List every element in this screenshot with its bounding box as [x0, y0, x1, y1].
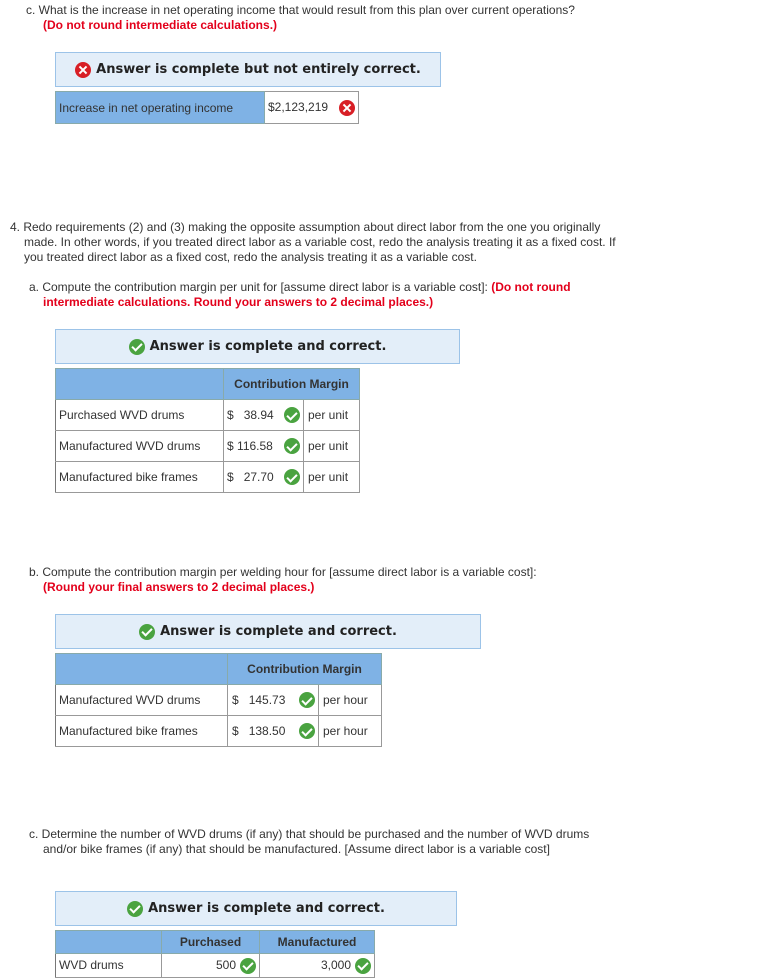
correct-icon: [240, 958, 256, 974]
table-row: [56, 462, 360, 493]
answer-value: 38.94: [243, 407, 274, 422]
q4-text: 4. Redo requirements (2) and (3) making the opposite assumption about direct labor from the one you originally made. In other words, if you treated direct labor as a variable cost, redo the analysis treating it as a fixed cost. If you treated direct labor as a fixed cost, redo the analysis treating it as a variable cost.: [10, 220, 616, 264]
banner-text: Answer is complete and correct.: [149, 339, 387, 354]
manufactured-input[interactable]: [260, 954, 375, 978]
answer-value: 3,000: [320, 958, 351, 972]
part-c-top-question: [26, 3, 766, 33]
question-text: c. What is the increase in net operating income that would result from this plan over current operations?: [26, 3, 575, 17]
table-header-row: [56, 654, 382, 685]
part-a-table: [55, 368, 360, 493]
currency-symbol: $: [227, 438, 234, 453]
currency-symbol: $: [227, 469, 234, 484]
answer-value: 500: [215, 958, 236, 972]
unit-label: per hour: [319, 716, 382, 747]
row-label: Increase in net operating income: [56, 92, 265, 124]
row-label: Manufactured WVD drums: [56, 431, 224, 462]
header-blank: [56, 931, 162, 954]
table-header-row: [56, 931, 375, 954]
table-row: [56, 400, 360, 431]
banner-text: Answer is complete and correct.: [148, 901, 385, 916]
correct-icon: [299, 723, 315, 739]
row-label: Manufactured WVD drums: [56, 685, 228, 716]
answer-input[interactable]: [228, 716, 319, 747]
correct-icon: [139, 624, 155, 640]
table-row: [56, 954, 375, 978]
banner-text: Answer is complete but not entirely correct.: [96, 62, 421, 77]
incorrect-icon: [75, 62, 91, 78]
incorrect-icon: [339, 100, 355, 116]
answer-value: 145.73: [248, 692, 286, 707]
part-b-table: [55, 653, 382, 747]
instruction-text: (Do not round: [491, 280, 571, 294]
answer-status-banner: [55, 891, 457, 926]
table-row: [56, 685, 382, 716]
question-text: b. Compute the contribution margin per welding hour for [assume direct labor is a variable cost]:: [29, 565, 537, 579]
column-header: Contribution Margin: [224, 369, 360, 400]
row-label: Purchased WVD drums: [56, 400, 224, 431]
part-a-question: [29, 280, 629, 310]
unit-label: per unit: [304, 431, 360, 462]
currency-symbol: $: [227, 407, 234, 422]
answer-value: 27.70: [243, 469, 274, 484]
currency-symbol: $: [232, 692, 239, 707]
answer-status-banner: [55, 329, 460, 364]
instruction-text: (Do not round intermediate calculations.): [43, 18, 278, 32]
column-header: Contribution Margin: [228, 654, 382, 685]
unit-label: per unit: [304, 400, 360, 431]
row-label: Manufactured bike frames: [56, 716, 228, 747]
answer-status-banner: [55, 52, 441, 87]
instruction-text-2: intermediate calculations. Round your answers to 2 decimal places.): [43, 295, 434, 309]
correct-icon: [284, 407, 300, 423]
purchased-input[interactable]: [162, 954, 260, 978]
table-header-row: [56, 369, 360, 400]
header-blank: [56, 654, 228, 685]
question-text: a. Compute the contribution margin per unit for [assume direct labor is a variable cost]:: [29, 280, 488, 294]
banner-text: Answer is complete and correct.: [160, 624, 397, 639]
answer-input[interactable]: [228, 685, 319, 716]
header-blank: [56, 369, 224, 400]
correct-icon: [284, 469, 300, 485]
currency-symbol: $: [232, 723, 239, 738]
answer-value: 116.58: [237, 438, 273, 453]
correct-icon: [355, 958, 371, 974]
answer-input[interactable]: [224, 462, 304, 493]
table-row: [56, 431, 360, 462]
unit-label: per unit: [304, 462, 360, 493]
part-b-question: [29, 565, 649, 595]
column-header-purchased: Purchased: [162, 931, 260, 954]
correct-icon: [284, 438, 300, 454]
instruction-text: (Round your final answers to 2 decimal places.): [43, 580, 315, 594]
part-c-table: [55, 930, 375, 978]
answer-input[interactable]: [224, 431, 304, 462]
answer-status-banner: [55, 614, 481, 649]
answer-input[interactable]: [224, 400, 304, 431]
column-header-manufactured: Manufactured: [260, 931, 375, 954]
table-row: [56, 92, 359, 124]
answer-input[interactable]: [265, 92, 359, 124]
row-label: Manufactured bike frames: [56, 462, 224, 493]
answer-value: $2,123,219: [268, 100, 329, 114]
correct-icon: [129, 339, 145, 355]
part-c-question: c. Determine the number of WVD drums (if any) that should be purchased and the number of WVD drums and/or bike frames (if any) that should be manufactured. [Assume direct labor is a variable cost]: [29, 827, 590, 856]
row-label: WVD drums: [56, 954, 162, 978]
answer-value: 138.50: [248, 723, 286, 738]
table-row: [56, 716, 382, 747]
correct-icon: [299, 692, 315, 708]
net-income-table: [55, 91, 359, 124]
correct-icon: [127, 901, 143, 917]
unit-label: per hour: [319, 685, 382, 716]
